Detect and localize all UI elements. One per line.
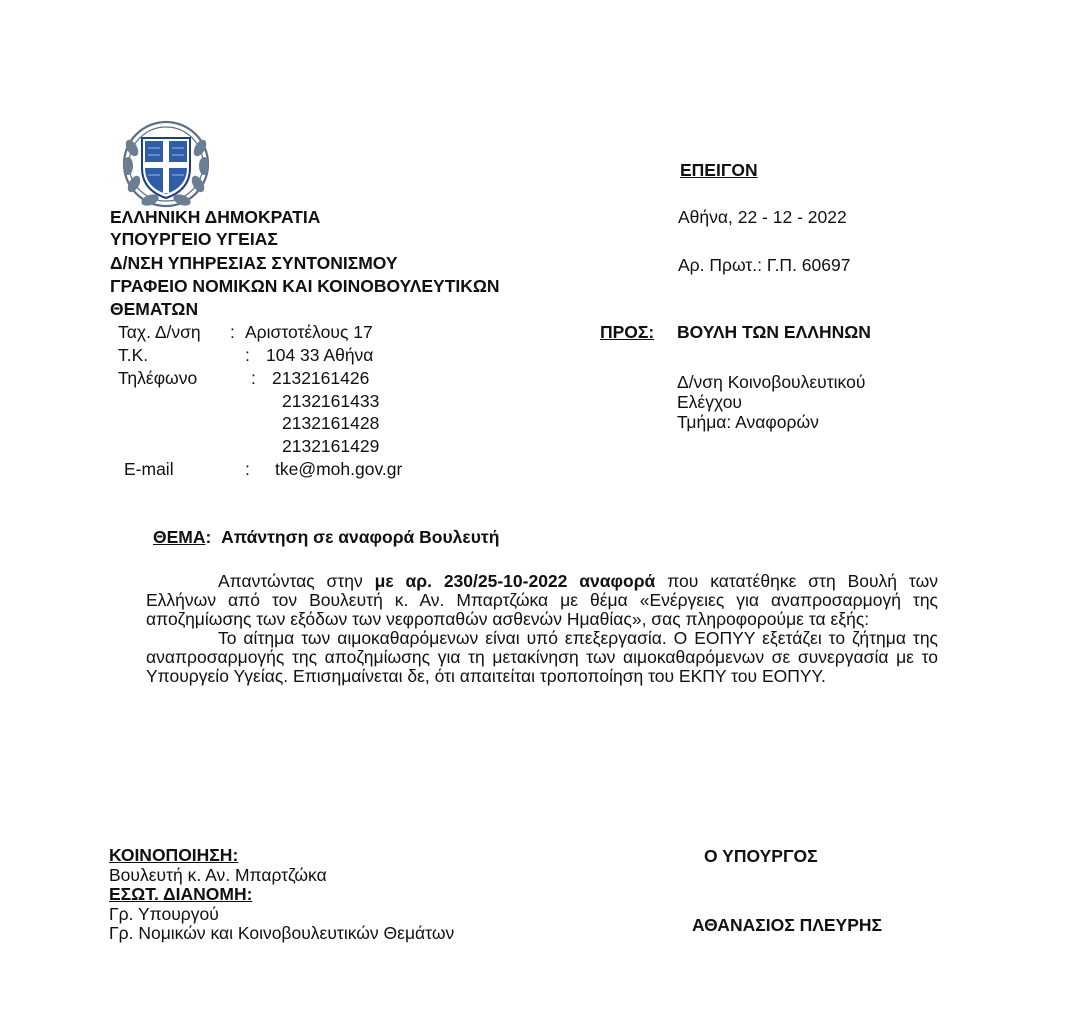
address-label: Ταχ. Δ/νση <box>118 322 201 342</box>
email-label: E-mail <box>124 459 174 479</box>
signature-name: ΑΘΑΝΑΣΙΟΣ ΠΛΕΥΡΗΣ <box>692 915 883 935</box>
recipient-dept-line: Τμήμα: Αναφορών <box>677 412 819 432</box>
body-text: που κατατέθηκε στη Βουλή των Ελλήνων από τον Βουλευτή κ. Αν. Μπαρτζώκα με θέμα «Ενέργειες για αναπροσαρμογή της αποζημίωσης των εξόδων των νεφροπαθών ασθενών Ημαθίας», σας πληροφορούμε τα εξής: <box>146 571 938 629</box>
cc-item: Βουλευτή κ. Αν. Μπαρτζώκα <box>109 864 327 885</box>
recipient-dept-line: Δ/νση Κοινοβουλευτικού <box>677 372 866 392</box>
body-paragraph-1 <box>146 572 938 629</box>
phone-number: 2132161429 <box>282 436 380 456</box>
cc-label: ΚΟΙΝΟΠΟΙΗΣΗ: <box>109 845 239 865</box>
postal-value: 104 33 Αθήνα <box>266 345 374 365</box>
email-value[interactable]: tke@moh.gov.gr <box>275 459 403 479</box>
recipient-department <box>677 372 865 432</box>
phone-number: 2132161433 <box>282 391 380 411</box>
org-line-office-cont: ΘΕΜΑΤΩΝ <box>110 299 199 319</box>
subject-text: Απάντηση σε αναφορά Βουλευτή <box>221 527 500 547</box>
subject-colon: : <box>205 527 212 547</box>
org-line-directorate: Δ/ΝΣΗ ΥΠΗΡΕΣΙΑΣ ΣΥΝΤΟΝΙΣΜΟΥ <box>110 253 398 273</box>
address-value: Αριστοτέλους 17 <box>245 322 373 342</box>
org-line-ministry: ΥΠΟΥΡΓΕΙΟ ΥΓΕΙΑΣ <box>110 229 278 249</box>
distribution-block <box>109 846 454 944</box>
org-line-office: ΓΡΑΦΕΙΟ ΝΟΜΙΚΩΝ ΚΑΙ ΚΟΙΝΟΒΟΥΛΕΥΤΙΚΩΝ <box>110 276 500 296</box>
urgency-label: ΕΠΕΙΓΟΝ <box>680 160 758 180</box>
recipient-dept-line: Ελέγχου <box>677 392 742 412</box>
separator: : <box>230 322 235 342</box>
internal-item: Γρ. Νομικών και Κοινοβουλευτικών Θεμάτων <box>109 923 455 943</box>
body-paragraph-2: Το αίτημα των αιμοκαθαρόμενων είναι υπό επεξεργασία. Ο ΕΟΠΥΥ εξετάζει το ζήτημα της αναπροσαρμογής της αποζημίωσης για τη μετακίνηση των αιμοκαθαρόμενων σε συνεργασία με το Υπουργείο Υγείας. Επισημαίνεται δε, ότι απαιτείται τροποποίηση του ΕΚΠΥ του ΕΟΠΥΥ. <box>146 628 938 686</box>
postal-label: Τ.Κ. <box>118 345 149 365</box>
separator: : <box>245 345 250 365</box>
phone-label: Τηλέφωνο <box>118 368 198 388</box>
internal-distribution-label: ΕΣΩΤ. ΔΙΑΝΟΜΗ: <box>109 884 253 904</box>
phone-number: 2132161428 <box>282 413 380 433</box>
document-date: Αθήνα, 22 - 12 - 2022 <box>678 207 847 227</box>
letter-body <box>146 572 938 686</box>
petition-reference: με αρ. 230/25-10-2022 αναφορά <box>374 571 656 591</box>
org-line-republic: ΕΛΛΗΝΙΚΗ ΔΗΜΟΚΡΑΤΙΑ <box>110 207 321 227</box>
separator: : <box>251 368 256 388</box>
subject-line <box>153 527 499 547</box>
body-text: Απαντώντας στην <box>218 571 375 591</box>
subject-label: ΘΕΜΑ <box>153 527 206 547</box>
protocol-number: Αρ. Πρωτ.: Γ.Π. 60697 <box>678 255 851 275</box>
recipient-label: ΠΡΟΣ: <box>600 322 655 342</box>
recipient-name: ΒΟΥΛΗ ΤΩΝ ΕΛΛΗΝΩΝ <box>677 322 871 342</box>
internal-item: Γρ. Υπουργού <box>109 903 219 924</box>
greek-emblem-icon <box>120 118 212 210</box>
signature-title: Ο ΥΠΟΥΡΓΟΣ <box>704 846 818 866</box>
phone-number: 2132161426 <box>272 368 370 388</box>
separator: : <box>245 459 250 479</box>
